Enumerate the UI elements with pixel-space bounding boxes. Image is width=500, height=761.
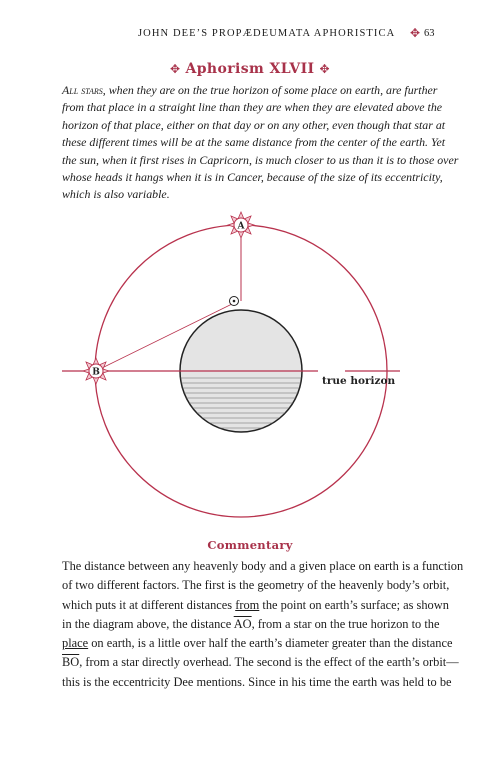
commentary-line-4: in the diagram above, the distance $\overline{AO}$, from a star on the true horizon to the xyxy=(62,616,440,631)
running-head xyxy=(0,28,500,44)
star-b-icon xyxy=(83,358,109,384)
fleuron-icon: ✥ xyxy=(170,62,181,76)
commentary-line-1: The distance between any heavenly body and a given place on earth is a function xyxy=(62,559,464,573)
segment-ao: $\overline{AO}$ xyxy=(233,616,252,631)
commentary-line-5: place on earth, is a little over half the earth’s diameter greater than the distance xyxy=(62,636,453,651)
horizon-label: true horizon xyxy=(322,375,396,387)
commentary-line-6: $\overline{BO}$, from a star directly overhead. The second is the effect of the earth’s orbit— xyxy=(62,655,459,670)
page-number: 63 xyxy=(424,28,435,39)
aphorism-text xyxy=(62,82,459,204)
aphorism-lead: All stars, xyxy=(62,83,106,97)
aphorism-heading xyxy=(0,61,500,77)
star-a-icon xyxy=(228,212,254,238)
aphorism-line-1: All stars, when they are on the true horizon of some place on earth, are further xyxy=(62,83,438,97)
commentary-text xyxy=(62,557,464,692)
aphorism-line-3: horizon of that place, either on that day or on any other, even though that star at xyxy=(62,117,446,132)
aphorism-line-4: these different times will be at the same distance from the center of the earth. Yet xyxy=(62,135,446,150)
aphorism-line-6: whose heads it hangs when it is in Cancer, because of the size of its eccentricity, xyxy=(62,170,443,185)
aphorism-line-2: from that place in a straight line than they are when they are elevated above the xyxy=(62,100,443,115)
label-b: B xyxy=(92,367,100,378)
fleuron-icon: ✥ xyxy=(319,62,330,76)
aphorism-line-7: which is also variable. xyxy=(62,187,170,202)
fleuron-icon: ✥ xyxy=(410,26,421,40)
observer-o-icon xyxy=(230,297,239,306)
commentary-line-3: which puts it at different distances from the point on earth’s surface; as shown xyxy=(62,597,449,612)
running-title: JOHN DEE’S PROPÆDEUMATA APHORISTICA xyxy=(138,28,396,39)
orbit-diagram xyxy=(0,200,500,540)
commentary-heading: Commentary xyxy=(207,538,293,552)
aphorism-line-5: the sun, when it first rises in Capricorn, is much closer to us than it is to those over xyxy=(62,152,459,167)
commentary-line-7: this is the eccentricity Dee mentions. Since in his time the earth was held to be xyxy=(62,674,452,689)
label-a: A xyxy=(237,221,245,232)
aphorism-title: Aphorism XLVII xyxy=(185,61,315,77)
segment-bo: $\overline{BO}$ xyxy=(62,655,80,670)
commentary-line-2: of two different factors. The first is the geometry of the heavenly body’s orbit, xyxy=(62,578,450,593)
